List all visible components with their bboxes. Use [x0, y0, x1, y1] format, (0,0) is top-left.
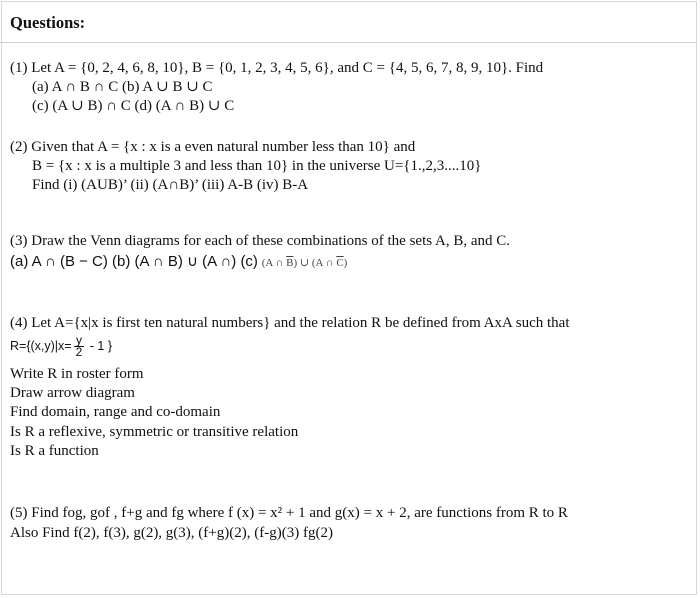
q3-formula-part: ) — [343, 257, 348, 269]
q4-frac-num: y — [74, 335, 85, 347]
divider — [0, 42, 697, 43]
q4-relation-prefix: R={(x,y)|x= — [10, 339, 72, 353]
q3-formula-part: (A ∩ — [261, 257, 287, 269]
q4-relation — [10, 332, 112, 360]
page-title: Questions: — [10, 13, 86, 32]
q5-line2: Also Find f(2), f(3), g(2), g(3), (f+g)(2), (f-g)(3) fg(2) — [10, 525, 333, 541]
q1-line3: (c) (A ∪ B) ∩ C (d) (A ∩ B) ∪ C — [32, 98, 235, 114]
q4-line1: (4) Let A={x|x is first ten natural numbers} and the relation R be defined from AxA such that — [10, 315, 570, 331]
q4-item5: Is R a function — [10, 443, 99, 459]
q2-line3: Find (i) (AUB)’ (ii) (A∩B)’ (iii) A-B (iv) B-A — [32, 177, 309, 193]
q3-formula-bar-b: $\overline{B}$ — [286, 257, 294, 269]
q3-line2-text: (a) A ∩ (B − C) (b) (A ∩ B) ∪ (A ∩) (c) — [10, 253, 258, 270]
q4-item1: Write R in roster form — [10, 366, 144, 382]
q4-fraction — [74, 335, 85, 358]
q4-item2: Draw arrow diagram — [10, 385, 135, 401]
q3-line1: (3) Draw the Venn diagrams for each of these combinations of the sets A, B, and C. — [10, 233, 511, 249]
q5-line1: (5) Find fog, gof , f+g and fg where f (x) = x² + 1 and g(x) = x + 2, are functions from R to R — [10, 505, 568, 521]
q1-line2: (a) A ∩ B ∩ C (b) A ∪ B ∪ C — [32, 79, 213, 95]
q3-formula-part: ) ∪ (A ∩ — [293, 257, 337, 269]
q2-line2: B = {x : x is a multiple 3 and less than 10} in the universe U={1.,2,3....10} — [32, 158, 482, 174]
q1-line1: (1) Let A = {0, 2, 4, 6, 8, 10}, B = {0, 1, 2, 3, 4, 5, 6}, and C = {4, 5, 6, 7, 8, 9, 10}. Find — [10, 60, 544, 76]
q4-item4: Is R a reflexive, symmetric or transitive relation — [10, 424, 299, 440]
q4-frac-den: 2 — [75, 345, 83, 360]
q4-relation-suffix: - 1 } — [89, 339, 113, 353]
q4-item3: Find domain, range and co-domain — [10, 404, 221, 420]
q3-formula-bar-c: $\overline{C}$ — [336, 257, 344, 269]
q3-formula-c — [262, 257, 348, 269]
q2-line1: (2) Given that A = {x : x is a even natural number less than 10} and — [10, 139, 416, 155]
q3-line2 — [10, 252, 347, 273]
